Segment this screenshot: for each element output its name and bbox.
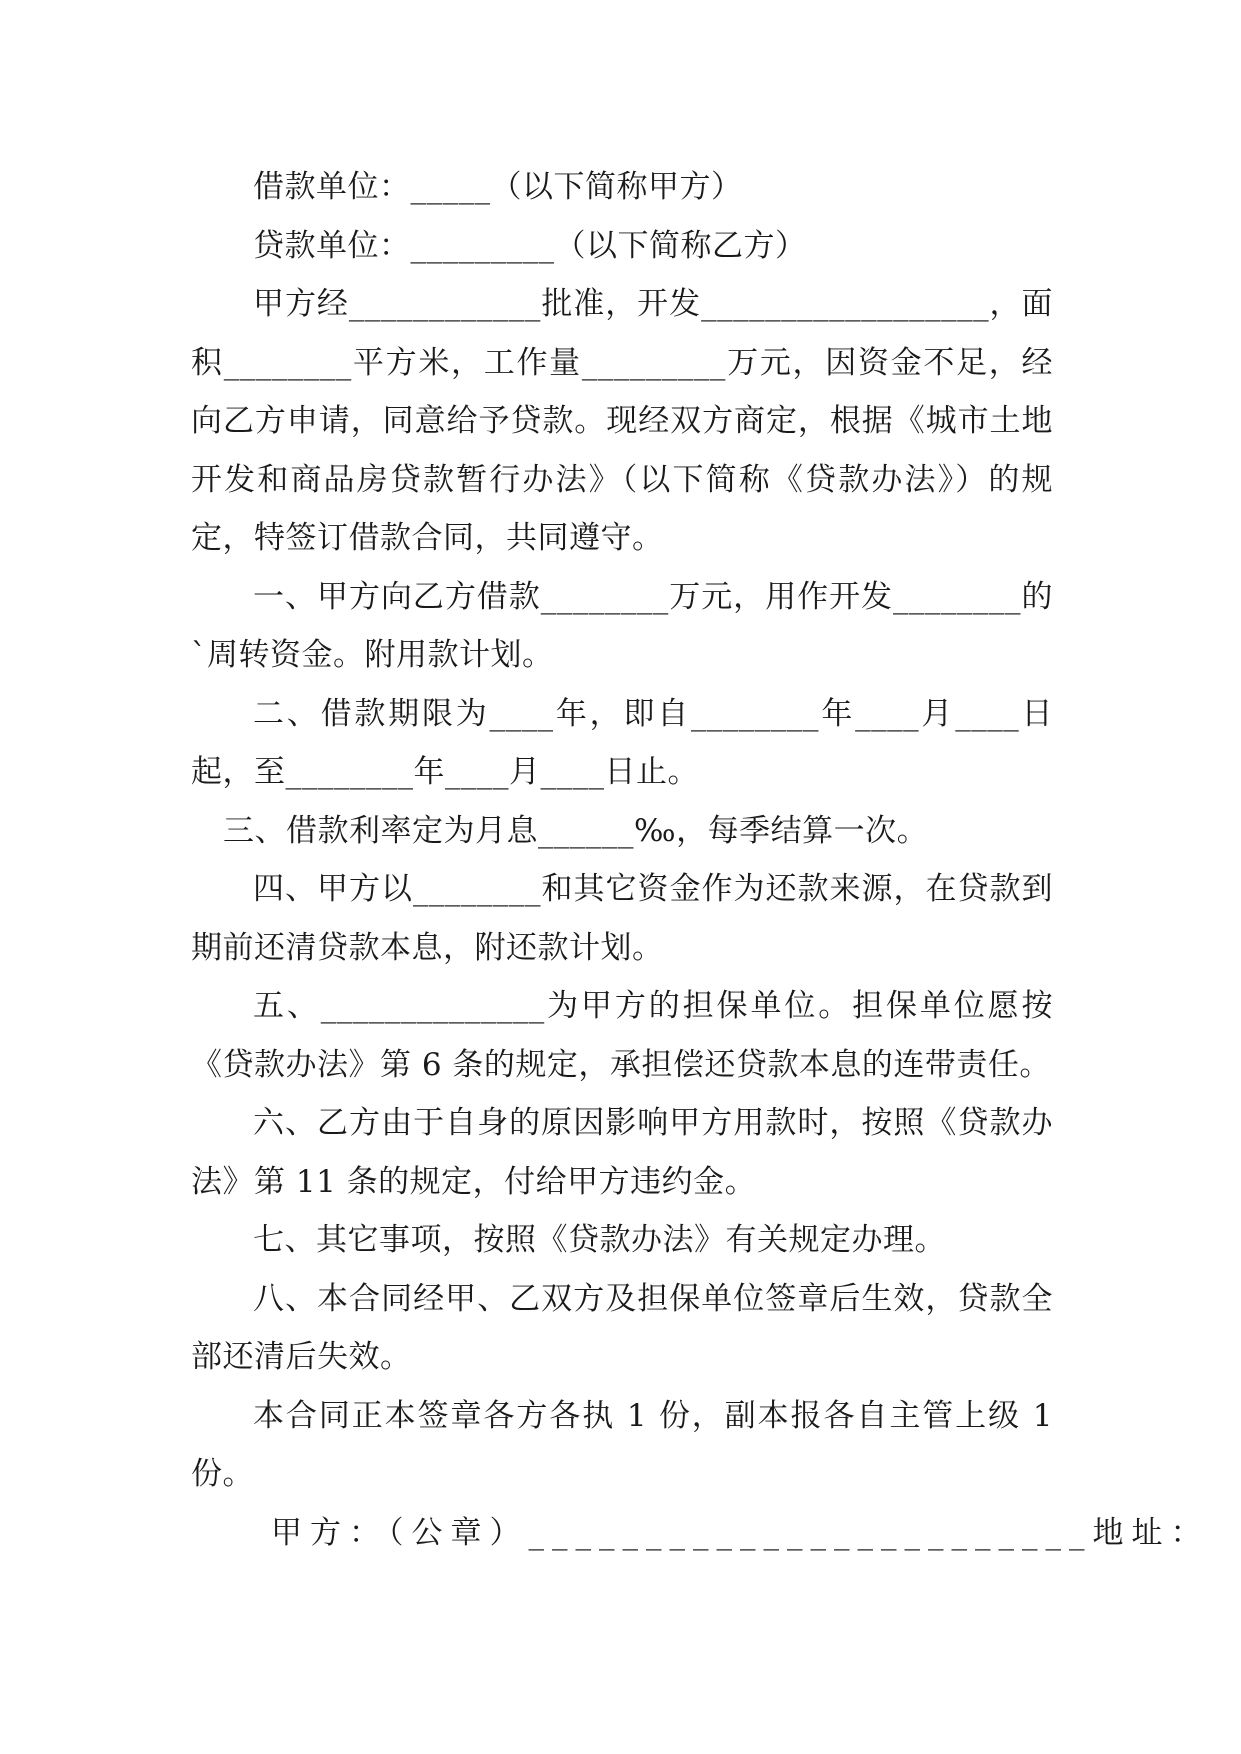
- clause-7: 七、其它事项，按照《贷款办法》有关规定办理。: [253, 1222, 946, 1258]
- clause-3: 三、借款利率定为月息______‰，每季结算一次。: [223, 812, 929, 849]
- clause-5: 五、______________为甲方的担保单位。担保单位愿按《贷款办法》第 6 条的规定，承担偿还贷款本息的连带责任。: [191, 988, 1053, 1083]
- borrower-line: 借款单位：_____（以下简称甲方）: [253, 169, 743, 205]
- clause-6: 六、乙方由于自身的原因影响甲方用款时，按照《贷款办法》第 11 条的规定，付给甲方违约金。: [191, 1105, 1053, 1200]
- clause-1: 一、甲方向乙方借款________万元，用作开发________的`周转资金。附用款计划。: [191, 578, 1053, 673]
- copies-paragraph: 本合同正本签章各方各执 1 份，副本报各自主管上级 1 份。: [191, 1397, 1064, 1492]
- party-a-signature-line: 甲方：（公章）________________________地址：: [271, 1514, 1210, 1551]
- intro-paragraph: 甲方经____________批准，开发__________________，面积________平方米，工作量_________万元，因资金不足，经向乙方申请，同意给予贷款。现经双方商定，根据《城市土地开发和商品房贷款暂行办法》（以下简称《贷款办法》）的规定，特签订借款合同，共同遵守。: [191, 286, 1053, 556]
- clause-8: 八、本合同经甲、乙双方及担保单位签章后生效，贷款全部还清后失效。: [191, 1280, 1053, 1375]
- clause-4: 四、甲方以________和其它资金作为还款来源，在贷款到期前还清贷款本息，附还款计划。: [191, 871, 1053, 966]
- lender-line: 贷款单位：_________（以下简称乙方）: [253, 227, 807, 264]
- clause-2: 二、借款期限为____年，即自________年____月____日起，至________年____月____日止。: [191, 695, 1053, 790]
- contract-body: [191, 158, 1210, 1562]
